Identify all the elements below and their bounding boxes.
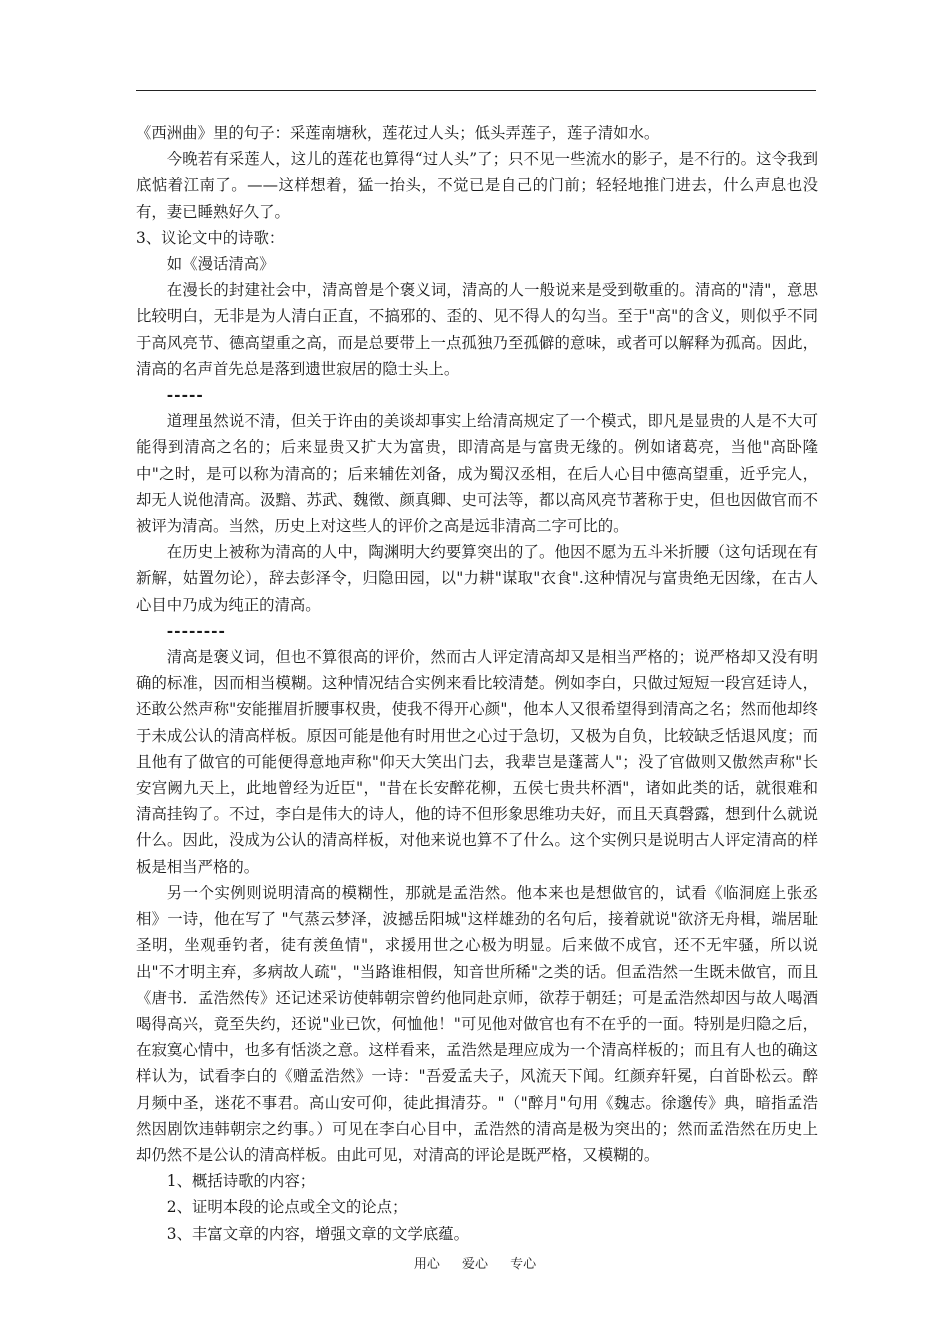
header-rule <box>136 90 816 91</box>
paragraph: 在漫长的封建社会中，清高曾是个褒义词，清高的人一般说来是受到敬重的。清高的"清"，意思比较明白，无非是为人清白正直，不搞邪的、歪的、见不得人的勾当。至于"高"的含义，则似乎不同于高风亮节、德高望重之高，而是总要带上一点孤独乃至孤僻的意味，或者可以解释为孤高。因此，清高的名声首先总是落到遗世寂居的隐士头上。 <box>136 281 818 378</box>
document-body <box>136 120 818 1247</box>
footer-text: 爱心 <box>461 1257 488 1272</box>
paragraph: 在历史上被称为清高的人中，陶渊明大约要算突出的了。他因不愿为五斗米折腰（这句话现在有新解，姑置勿论），辞去彭泽令，归隐田园，以"力耕"谋取"衣食".这种情况与富贵绝无因缘，在古人心目中乃成为纯正的清高。 <box>136 543 818 614</box>
footer-text: 专心 <box>510 1257 537 1272</box>
paragraph: 《西洲曲》里的句子：采莲南塘秋，莲花过人头；低头弄莲子，莲子清如水。 <box>136 124 660 142</box>
list-item: 2、证明本段的论点或全文的论点； <box>166 1198 408 1217</box>
paragraph: 清高是褒义词，但也不算很高的评价，然而古人评定清高却又是相当严格的；说严格却又没有明确的标准，因而相当模糊。这种情况结合实例来看比较清楚。例如李白，只做过短短一段宫廷诗人，还敢公然声称"安能摧眉折腰事权贵，使我不得开心颜"，他本人又很希望得到清高之名；然而他却终于未成公认的清高样板。原因可能是他有时用世之心过于急切，又极为自负，比较缺乏恬退风度；而且他有了做官的可能便得意地声称"仰天大笑出门去，我辈岂是蓬蒿人"；没了官做则又傲然声称"长安宫阙九天上，此地曾经为近臣"，"昔在长安醉花柳，五侯七贵共杯酒"，诸如此类的话，就很难和清高挂钩了。不过，李白是伟大的诗人，他的诗不但形象思维功夫好，而且天真磬露，想到什么就说什么。因此，没成为公认的清高样板，对他来说也算不了什么。这个实例只是说明古人评定清高的样板是相当严格的。 <box>136 648 818 876</box>
example-title: 如《漫话清高》 <box>166 255 275 274</box>
list-item: 1、概括诗歌的内容； <box>166 1172 316 1191</box>
list-item: 3、丰富文章的内容，增强文章的文学底蕴。 <box>166 1224 470 1243</box>
separator-dashes: ----- <box>166 386 204 405</box>
paragraph: 另一个实例则说明清高的模糊性，那就是孟浩然。他本来也是想做官的，试看《临洞庭上张丞相》一诗，他在写了 "气蒸云梦泽，波撼岳阳城"这样雄劲的名句后，接着就说"欲济无舟楫，端居耻圣明，坐观垂钓者，徒有羡鱼情"，求援用世之心极为明显。后来做不成官，还不无牢骚，所以说出"不才明主弃，多病故人疏"，"当路谁相假，知音世所稀"之类的话。但孟浩然一生既未做官，而且《唐书．孟浩然传》还记述采访使韩朝宗曾约他同赴京师，欲荐于朝廷；可是孟浩然却因与故人喝酒喝得高兴，竟至失约，还说"业已饮，何恤他！"可见他对做官也有不在乎的一面。特别是归隐之后，在寂寞心情中，也多有恬淡之意。这样看来，孟浩然是理应成为一个清高样板的；而且有人也的确这样认为，试看李白的《赠孟浩然》一诗："吾爱孟夫子，风流天下闻。红颜弃轩冕，白首卧松云。醉月频中圣，迷花不事君。高山安可仰，徒此揖清芬。"（"醉月"句用《魏志。徐邈传》典，暗指孟浩然因剧饮违韩朝宗之约事。）可见在李白心目中，孟浩然的清高是极为突出的；然而孟浩然在历史上却仍然不是公认的清高样板。由此可见，对清高的评论是既严格，又模糊的。 <box>136 883 818 1164</box>
separator-dashes: -------- <box>166 621 226 640</box>
footer-text: 用心 <box>413 1257 440 1272</box>
paragraph: 道理虽然说不清，但关于许由的美谈却事实上给清高规定了一个模式，即凡是显贵的人是不大可能得到清高之名的；后来显贵又扩大为富贵，即清高是与富贵无缘的。例如诸葛亮，当他"高卧隆中"之时，是可以称为清高的；后来辅佐刘备，成为蜀汉丞相，在后人心目中德高望重，近乎完人，却无人说他清高。汲黯、苏武、魏徵、颜真卿、史可法等，都以高风亮节著称于史，但也因做官而不被评为清高。当然，历史上对这些人的评价之高是远非清高二字可比的。 <box>136 412 818 536</box>
page-footer <box>0 1253 950 1272</box>
section-heading: 3、议论文中的诗歌： <box>136 228 285 247</box>
paragraph: 今晚若有采莲人，这儿的莲花也算得“过人头”了；只不见一些流水的影子，是不行的。这令我到底惦着江南了。——这样想着，猛一抬头，不觉已是自己的门前；轻轻地推门进去，什么声息也没有，妻已睡熟好久了。 <box>136 150 818 221</box>
